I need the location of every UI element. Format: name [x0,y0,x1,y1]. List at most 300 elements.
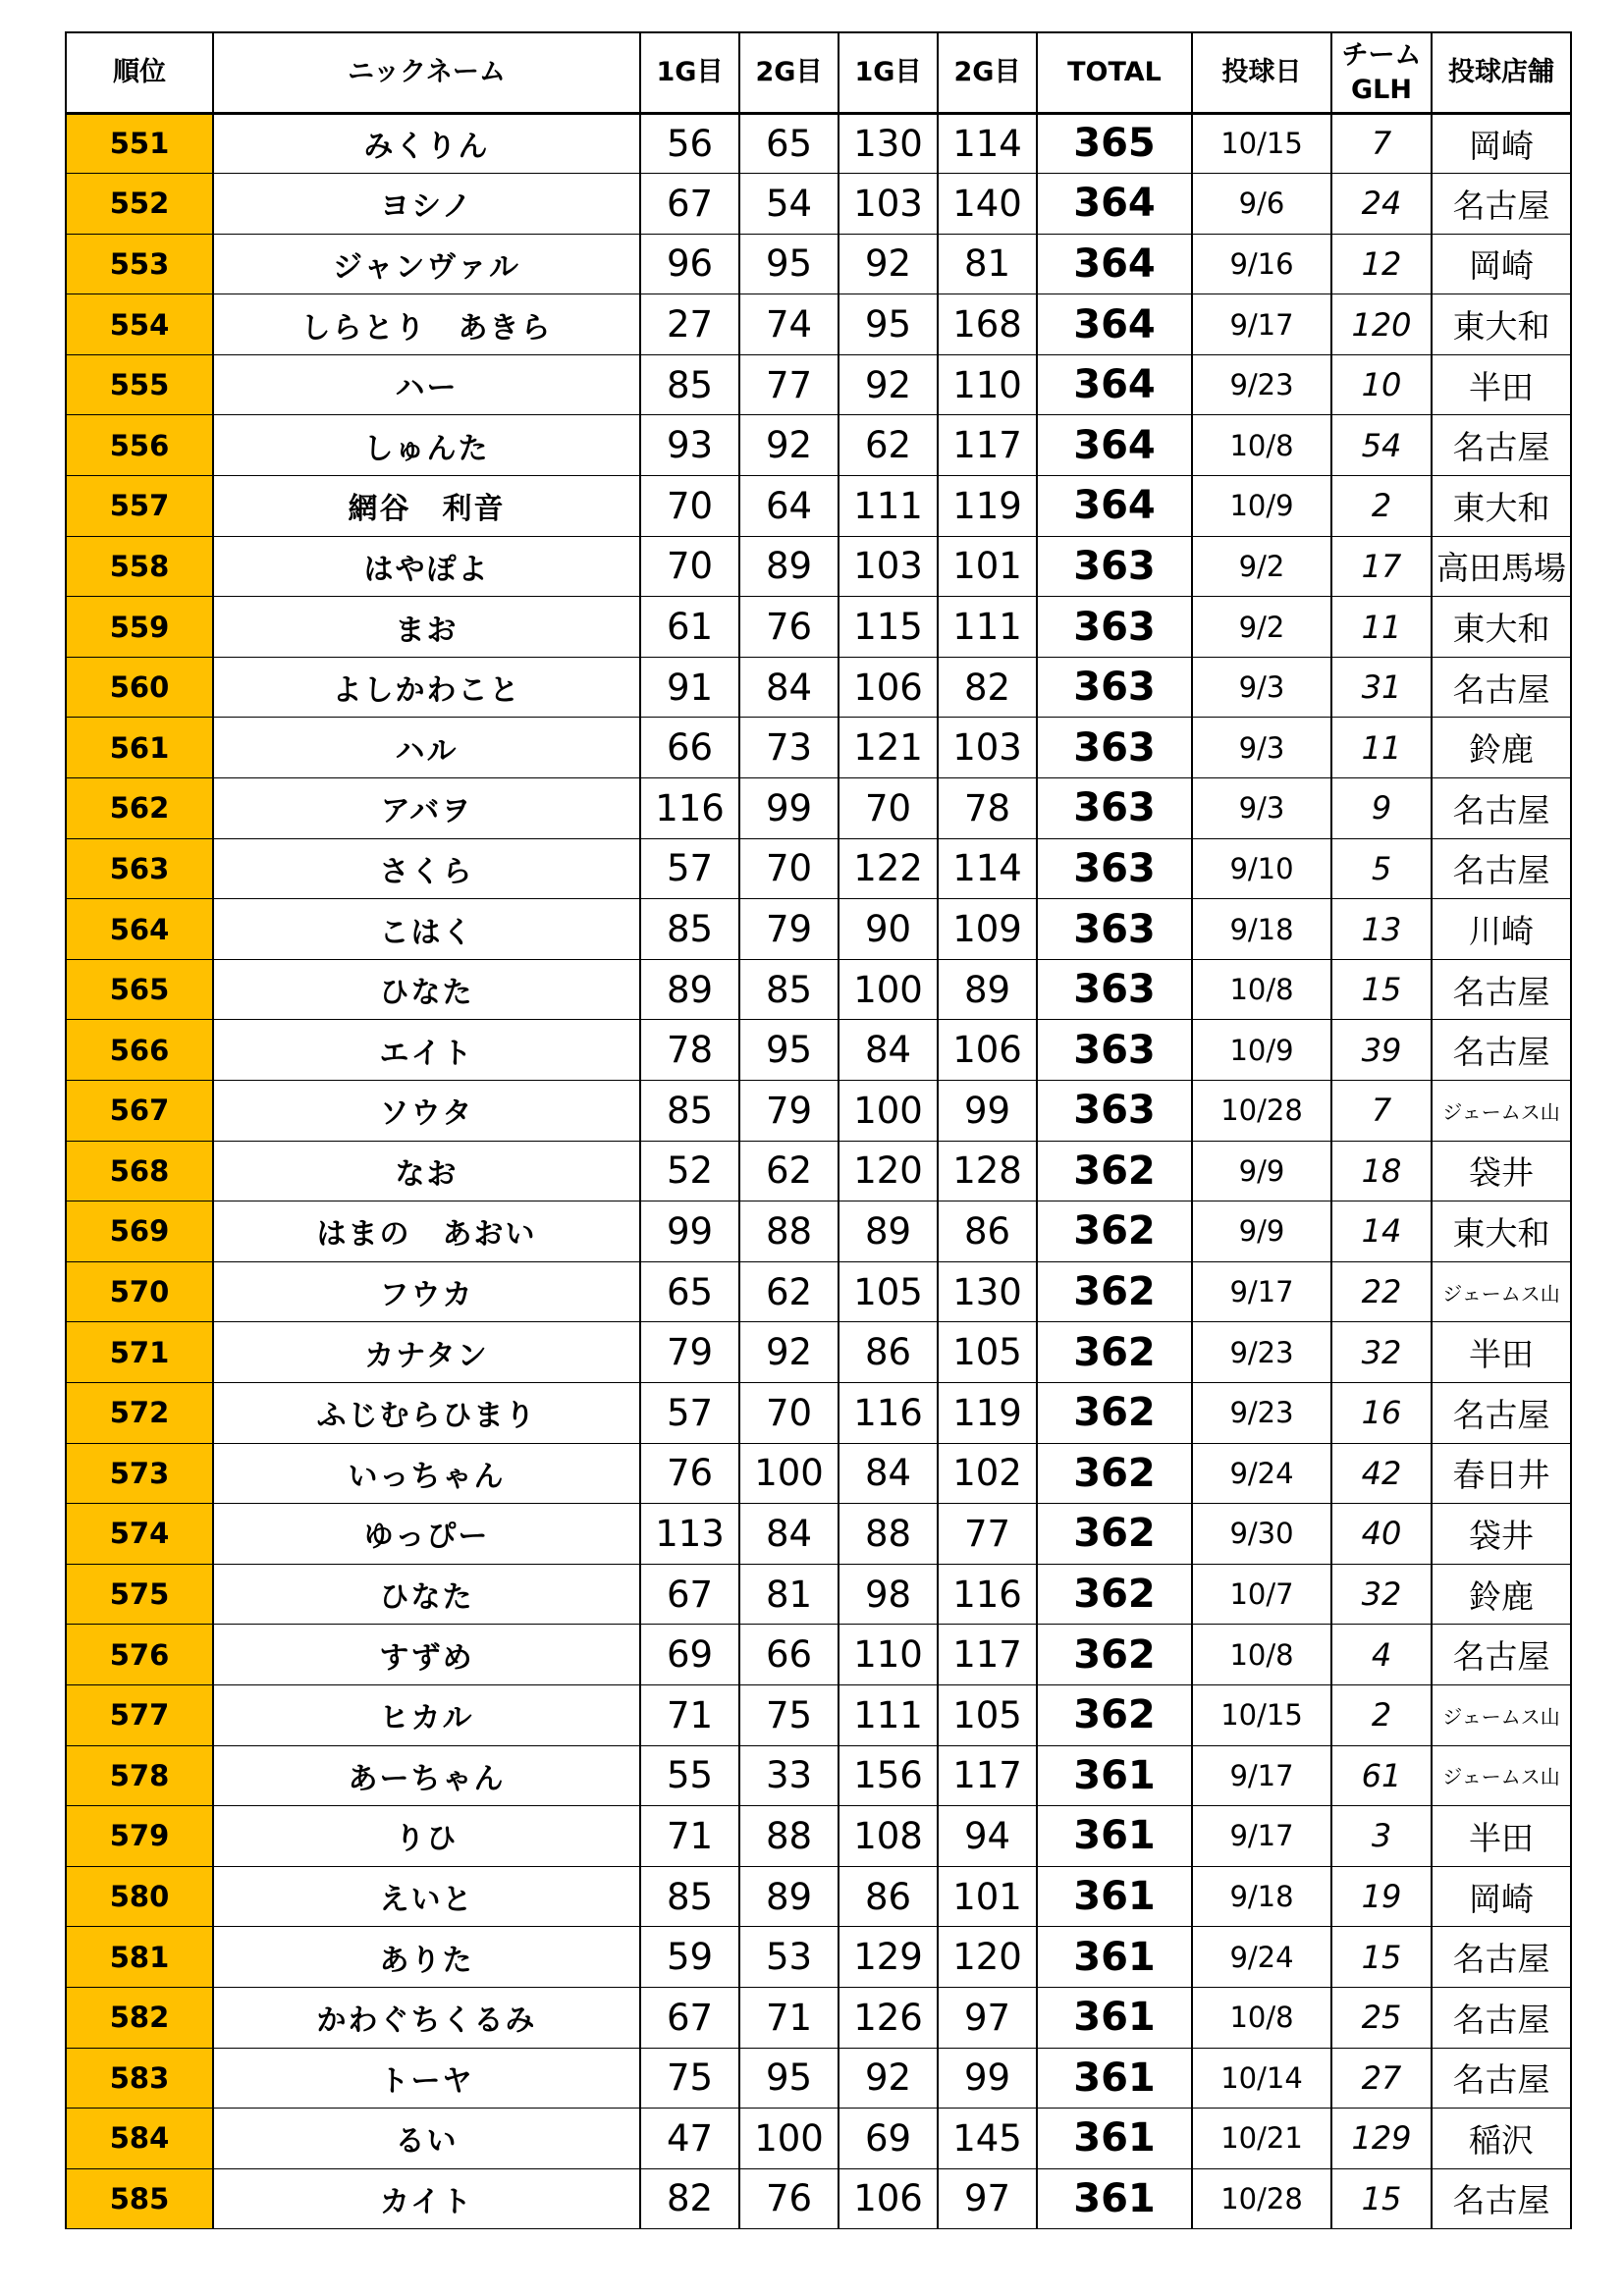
store-cell: 鈴鹿 [1432,1564,1571,1625]
score-game1-second-cell: 122 [839,838,938,899]
store-cell: 袋井 [1432,1504,1571,1565]
score-game2-second-cell: 117 [938,1745,1037,1806]
score-game1-second-cell: 62 [839,415,938,476]
score-game2-second-cell: 128 [938,1141,1037,1201]
nickname-cell: るい [213,2109,640,2169]
total-cell: 361 [1037,1806,1192,1867]
score-game2-second-cell: 106 [938,1020,1037,1081]
team-glh-cell: 25 [1331,1987,1432,2048]
store-cell: 名古屋 [1432,174,1571,235]
table-row [66,778,1571,839]
score-game2-first-cell: 81 [739,1564,839,1625]
date-cell: 9/2 [1192,536,1331,597]
team-glh-cell: 129 [1331,2109,1432,2169]
score-game1-first-cell: 70 [640,536,739,597]
team-glh-cell: 7 [1331,113,1432,174]
team-glh-cell: 5 [1331,838,1432,899]
score-game2-second-cell: 101 [938,536,1037,597]
header-game2-first: 2G目 [739,32,839,113]
total-cell: 361 [1037,1987,1192,2048]
score-game2-second-cell: 97 [938,1987,1037,2048]
store-cell: 名古屋 [1432,657,1571,718]
table-row [66,2048,1571,2109]
score-game1-first-cell: 76 [640,1443,739,1504]
team-glh-cell: 17 [1331,536,1432,597]
store-cell: 東大和 [1432,294,1571,355]
date-cell: 9/24 [1192,1443,1331,1504]
rank-cell: 572 [66,1382,213,1443]
date-cell: 10/28 [1192,1081,1331,1142]
nickname-cell: ひなた [213,1564,640,1625]
date-cell: 10/8 [1192,1987,1331,2048]
team-glh-cell: 24 [1331,174,1432,235]
rank-cell: 558 [66,536,213,597]
score-game1-first-cell: 79 [640,1322,739,1383]
nickname-cell: カイト [213,2168,640,2229]
nickname-cell: ゆっぴー [213,1504,640,1565]
score-game1-first-cell: 56 [640,113,739,174]
total-cell: 363 [1037,1020,1192,1081]
score-game2-first-cell: 73 [739,718,839,778]
score-game2-second-cell: 168 [938,294,1037,355]
store-cell: 岡崎 [1432,1866,1571,1927]
score-game2-first-cell: 65 [739,113,839,174]
store-cell: 名古屋 [1432,1020,1571,1081]
score-game1-first-cell: 116 [640,778,739,839]
table-row [66,2109,1571,2169]
score-game1-first-cell: 55 [640,1745,739,1806]
nickname-cell: えいと [213,1866,640,1927]
table-row [66,354,1571,415]
date-cell: 10/15 [1192,1684,1331,1745]
team-glh-cell: 14 [1331,1201,1432,1262]
team-glh-cell: 15 [1331,1927,1432,1988]
nickname-cell: フウカ [213,1261,640,1322]
score-game1-second-cell: 84 [839,1020,938,1081]
team-glh-cell: 39 [1331,1020,1432,1081]
score-game1-first-cell: 57 [640,838,739,899]
score-game2-first-cell: 95 [739,234,839,294]
total-cell: 362 [1037,1201,1192,1262]
store-cell: 名古屋 [1432,1382,1571,1443]
header-game1-first: 1G目 [640,32,739,113]
score-game1-second-cell: 89 [839,1201,938,1262]
store-cell: 名古屋 [1432,838,1571,899]
score-game2-second-cell: 109 [938,899,1037,960]
table-row [66,597,1571,658]
score-game2-second-cell: 77 [938,1504,1037,1565]
score-game2-first-cell: 53 [739,1927,839,1988]
team-glh-cell: 7 [1331,1081,1432,1142]
date-cell: 10/9 [1192,1020,1331,1081]
score-game1-second-cell: 115 [839,597,938,658]
rank-cell: 560 [66,657,213,718]
score-game1-second-cell: 98 [839,1564,938,1625]
score-game2-second-cell: 119 [938,476,1037,537]
date-cell: 9/23 [1192,1382,1331,1443]
rank-cell: 569 [66,1201,213,1262]
date-cell: 9/17 [1192,1261,1331,1322]
store-cell: ジェームス山 [1432,1261,1571,1322]
rank-cell: 570 [66,1261,213,1322]
total-cell: 361 [1037,2109,1192,2169]
store-cell: 東大和 [1432,476,1571,537]
total-cell: 361 [1037,2168,1192,2229]
rank-cell: 581 [66,1927,213,1988]
score-game2-second-cell: 105 [938,1322,1037,1383]
rank-cell: 555 [66,354,213,415]
nickname-cell: よしかわこと [213,657,640,718]
date-cell: 9/23 [1192,354,1331,415]
date-cell: 9/3 [1192,657,1331,718]
score-game1-first-cell: 61 [640,597,739,658]
rank-cell: 556 [66,415,213,476]
table-row [66,1201,1571,1262]
score-game1-second-cell: 70 [839,778,938,839]
score-game1-first-cell: 71 [640,1684,739,1745]
store-cell: ジェームス山 [1432,1745,1571,1806]
store-cell: ジェームス山 [1432,1684,1571,1745]
table-row [66,234,1571,294]
table-row [66,294,1571,355]
team-glh-cell: 32 [1331,1564,1432,1625]
score-game2-second-cell: 117 [938,1625,1037,1685]
score-game1-second-cell: 103 [839,174,938,235]
score-game1-second-cell: 110 [839,1625,938,1685]
date-cell: 9/2 [1192,597,1331,658]
store-cell: 稲沢 [1432,2109,1571,2169]
score-game2-first-cell: 95 [739,1020,839,1081]
total-cell: 361 [1037,1866,1192,1927]
score-game2-first-cell: 66 [739,1625,839,1685]
score-game1-first-cell: 85 [640,899,739,960]
score-game2-first-cell: 76 [739,2168,839,2229]
total-cell: 362 [1037,1322,1192,1383]
date-cell: 9/18 [1192,1866,1331,1927]
team-glh-cell: 13 [1331,899,1432,960]
team-glh-cell: 22 [1331,1261,1432,1322]
header-rank: 順位 [66,32,213,113]
nickname-cell: ヨシノ [213,174,640,235]
score-game1-first-cell: 69 [640,1625,739,1685]
table-row [66,1020,1571,1081]
score-game2-second-cell: 145 [938,2109,1037,2169]
table-row [66,415,1571,476]
nickname-cell: あーちゃん [213,1745,640,1806]
table-row [66,1564,1571,1625]
total-cell: 362 [1037,1443,1192,1504]
score-game2-first-cell: 100 [739,1443,839,1504]
store-cell: 半田 [1432,354,1571,415]
score-game2-second-cell: 119 [938,1382,1037,1443]
score-game1-first-cell: 85 [640,354,739,415]
score-game1-first-cell: 85 [640,1866,739,1927]
table-row [66,1625,1571,1685]
score-game1-second-cell: 92 [839,234,938,294]
rank-cell: 579 [66,1806,213,1867]
total-cell: 363 [1037,536,1192,597]
header-total: TOTAL [1037,32,1192,113]
total-cell: 365 [1037,113,1192,174]
date-cell: 9/17 [1192,1745,1331,1806]
score-game1-first-cell: 71 [640,1806,739,1867]
nickname-cell: すずめ [213,1625,640,1685]
score-game2-first-cell: 54 [739,174,839,235]
total-cell: 363 [1037,899,1192,960]
date-cell: 10/8 [1192,415,1331,476]
score-game1-second-cell: 88 [839,1504,938,1565]
total-cell: 364 [1037,294,1192,355]
score-game2-second-cell: 105 [938,1684,1037,1745]
table-row [66,113,1571,174]
score-game2-first-cell: 74 [739,294,839,355]
date-cell: 9/23 [1192,1322,1331,1383]
score-game1-second-cell: 86 [839,1866,938,1927]
nickname-cell: りひ [213,1806,640,1867]
score-game1-second-cell: 121 [839,718,938,778]
score-game1-second-cell: 106 [839,2168,938,2229]
score-game2-first-cell: 100 [739,2109,839,2169]
table-row [66,1081,1571,1142]
score-game1-second-cell: 100 [839,959,938,1020]
nickname-cell: ハー [213,354,640,415]
rank-cell: 584 [66,2109,213,2169]
score-game2-second-cell: 99 [938,2048,1037,2109]
nickname-cell: アバヲ [213,778,640,839]
rank-cell: 576 [66,1625,213,1685]
score-game2-first-cell: 84 [739,1504,839,1565]
team-glh-cell: 18 [1331,1141,1432,1201]
score-game1-second-cell: 105 [839,1261,938,1322]
score-game2-second-cell: 86 [938,1201,1037,1262]
score-game2-first-cell: 70 [739,1382,839,1443]
nickname-cell: こはく [213,899,640,960]
score-game2-second-cell: 120 [938,1927,1037,1988]
team-glh-cell: 19 [1331,1866,1432,1927]
rank-cell: 583 [66,2048,213,2109]
team-glh-cell: 3 [1331,1806,1432,1867]
score-game1-second-cell: 92 [839,354,938,415]
score-game1-second-cell: 69 [839,2109,938,2169]
score-game2-second-cell: 101 [938,1866,1037,1927]
total-cell: 364 [1037,415,1192,476]
nickname-cell: ヒカル [213,1684,640,1745]
store-cell: 名古屋 [1432,415,1571,476]
score-game2-second-cell: 140 [938,174,1037,235]
date-cell: 10/14 [1192,2048,1331,2109]
nickname-cell: みくりん [213,113,640,174]
nickname-cell: いっちゃん [213,1443,640,1504]
team-glh-cell: 31 [1331,657,1432,718]
date-cell: 9/17 [1192,1806,1331,1867]
nickname-cell: しゅんた [213,415,640,476]
store-cell: 高田馬場 [1432,536,1571,597]
score-game2-second-cell: 89 [938,959,1037,1020]
team-glh-cell: 120 [1331,294,1432,355]
score-game2-second-cell: 117 [938,415,1037,476]
store-cell: 名古屋 [1432,2048,1571,2109]
score-game2-first-cell: 99 [739,778,839,839]
store-cell: 鈴鹿 [1432,718,1571,778]
score-game2-second-cell: 82 [938,657,1037,718]
total-cell: 362 [1037,1141,1192,1201]
ranking-table [65,31,1572,2229]
score-game1-first-cell: 52 [640,1141,739,1201]
score-game2-second-cell: 111 [938,597,1037,658]
team-glh-cell: 27 [1331,2048,1432,2109]
score-game2-first-cell: 89 [739,536,839,597]
store-cell: 春日井 [1432,1443,1571,1504]
total-cell: 363 [1037,838,1192,899]
score-game2-second-cell: 81 [938,234,1037,294]
score-game2-first-cell: 88 [739,1806,839,1867]
score-game1-second-cell: 106 [839,657,938,718]
date-cell: 10/28 [1192,2168,1331,2229]
table-row [66,1866,1571,1927]
rank-cell: 575 [66,1564,213,1625]
score-game1-first-cell: 82 [640,2168,739,2229]
total-cell: 362 [1037,1625,1192,1685]
ranking-body [66,113,1571,2229]
rank-cell: 564 [66,899,213,960]
nickname-cell: ソウタ [213,1081,640,1142]
table-row [66,1504,1571,1565]
rank-cell: 559 [66,597,213,658]
table-row [66,1987,1571,2048]
store-cell: 名古屋 [1432,1987,1571,2048]
rank-cell: 554 [66,294,213,355]
score-game2-second-cell: 94 [938,1806,1037,1867]
date-cell: 9/3 [1192,778,1331,839]
score-game1-second-cell: 100 [839,1081,938,1142]
score-game2-first-cell: 76 [739,597,839,658]
rank-cell: 574 [66,1504,213,1565]
score-game2-first-cell: 77 [739,354,839,415]
header-team-line1: チーム [1341,39,1422,71]
score-game1-first-cell: 67 [640,1987,739,2048]
nickname-cell: なお [213,1141,640,1201]
rank-cell: 577 [66,1684,213,1745]
rank-cell: 563 [66,838,213,899]
nickname-cell: はやぽよ [213,536,640,597]
date-cell: 9/9 [1192,1141,1331,1201]
score-game1-second-cell: 84 [839,1443,938,1504]
store-cell: 名古屋 [1432,959,1571,1020]
score-game2-second-cell: 110 [938,354,1037,415]
table-row [66,959,1571,1020]
score-game2-first-cell: 79 [739,899,839,960]
nickname-cell: しらとり あきら [213,294,640,355]
header-team-glh [1331,32,1432,113]
score-game1-second-cell: 95 [839,294,938,355]
header-date: 投球日 [1192,32,1331,113]
store-cell: 袋井 [1432,1141,1571,1201]
team-glh-cell: 10 [1331,354,1432,415]
date-cell: 9/17 [1192,294,1331,355]
header-row [66,32,1571,113]
score-game1-second-cell: 111 [839,476,938,537]
table-row [66,476,1571,537]
table-row [66,536,1571,597]
rank-cell: 567 [66,1081,213,1142]
table-row [66,1322,1571,1383]
table-row [66,174,1571,235]
total-cell: 364 [1037,234,1192,294]
score-game1-first-cell: 99 [640,1201,739,1262]
score-game1-first-cell: 65 [640,1261,739,1322]
score-game2-first-cell: 85 [739,959,839,1020]
score-game1-second-cell: 120 [839,1141,938,1201]
score-game1-second-cell: 108 [839,1806,938,1867]
score-game2-second-cell: 99 [938,1081,1037,1142]
nickname-cell: 網谷 利音 [213,476,640,537]
score-game2-first-cell: 89 [739,1866,839,1927]
nickname-cell: はまの あおい [213,1201,640,1262]
score-game2-second-cell: 102 [938,1443,1037,1504]
total-cell: 361 [1037,1927,1192,1988]
score-game1-first-cell: 67 [640,1564,739,1625]
store-cell: 東大和 [1432,1201,1571,1262]
total-cell: 362 [1037,1504,1192,1565]
score-game1-first-cell: 91 [640,657,739,718]
nickname-cell: ハル [213,718,640,778]
table-row [66,1261,1571,1322]
score-game1-first-cell: 113 [640,1504,739,1565]
rank-cell: 557 [66,476,213,537]
team-glh-cell: 32 [1331,1322,1432,1383]
team-glh-cell: 11 [1331,718,1432,778]
date-cell: 9/18 [1192,899,1331,960]
team-glh-cell: 2 [1331,1684,1432,1745]
total-cell: 361 [1037,1745,1192,1806]
score-game1-first-cell: 57 [640,1382,739,1443]
date-cell: 10/15 [1192,113,1331,174]
store-cell: 岡崎 [1432,113,1571,174]
score-game1-first-cell: 85 [640,1081,739,1142]
score-game2-first-cell: 64 [739,476,839,537]
store-cell: 岡崎 [1432,234,1571,294]
store-cell: 東大和 [1432,597,1571,658]
rank-cell: 580 [66,1866,213,1927]
store-cell: 名古屋 [1432,1625,1571,1685]
score-game2-first-cell: 92 [739,415,839,476]
score-game2-first-cell: 71 [739,1987,839,2048]
score-game2-second-cell: 97 [938,2168,1037,2229]
score-game1-first-cell: 93 [640,415,739,476]
total-cell: 362 [1037,1261,1192,1322]
score-game1-second-cell: 129 [839,1927,938,1988]
score-game1-first-cell: 96 [640,234,739,294]
team-glh-cell: 9 [1331,778,1432,839]
team-glh-cell: 2 [1331,476,1432,537]
nickname-cell: ジャンヴァル [213,234,640,294]
nickname-cell: まお [213,597,640,658]
date-cell: 9/24 [1192,1927,1331,1988]
score-game2-first-cell: 88 [739,1201,839,1262]
nickname-cell: ひなた [213,959,640,1020]
team-glh-cell: 15 [1331,959,1432,1020]
rank-cell: 573 [66,1443,213,1504]
score-game2-first-cell: 62 [739,1141,839,1201]
nickname-cell: さくら [213,838,640,899]
rank-cell: 585 [66,2168,213,2229]
table-row [66,1141,1571,1201]
rank-cell: 578 [66,1745,213,1806]
rank-cell: 553 [66,234,213,294]
header-store: 投球店舗 [1432,32,1571,113]
table-row [66,1684,1571,1745]
table-row [66,1382,1571,1443]
